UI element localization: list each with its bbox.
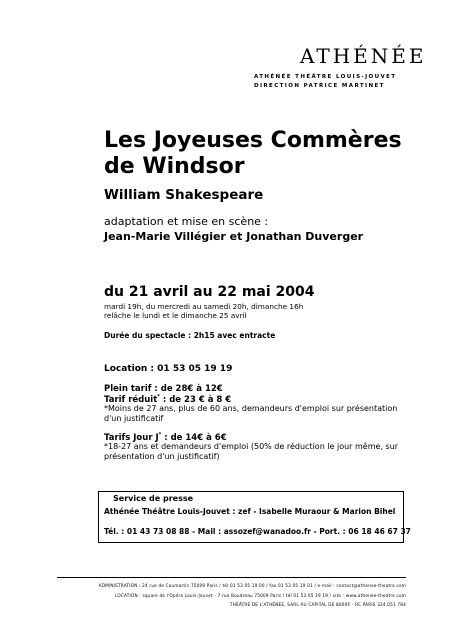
footer-legal: THÉÂTRE DE L'ATHÉNÉE, SARL AU CAPITAL DE 8000€ - RC PARIS 324 051 784 [229, 602, 406, 607]
times-line1: mardi 19h, du mercredi au samedi 20h, dimanche 16h [104, 302, 304, 311]
tarifs-jour-note: *18-27 ans et demandeurs d'emploi (50% de réduction le jour même, sur présentation d'un justificatif) [104, 442, 399, 461]
show-title-line2: de Windsor [104, 154, 245, 179]
press-contact: Athénée Théâtre Louis-Jouvet : zef - Isabelle Muraour & Marion Bihel [104, 507, 396, 516]
theatre-logo: ATHÉNÉE [300, 44, 427, 68]
show-title [104, 128, 434, 180]
show-duration: Durée du spectacle : 2h15 avec entracte [104, 331, 276, 340]
tarifs-jour-value: : de 14€ à 6€ [161, 432, 227, 443]
theatre-direction: DIRECTION PATRICE MARTINET [254, 83, 385, 89]
tarif-reduit-note: *Moins de 27 ans, plus de 60 ans, demandeurs d'emploi sur présentation d'un justificatif [104, 404, 398, 423]
performance-times [104, 302, 303, 320]
tarif-reduit-mark: * [157, 394, 160, 400]
footer-location: LOCATION : square de l'Opéra Louis-Jouvet - 7 rue Boudreau 75009 Paris / tél 01 53 05 19 19 / site : www.athenee-theatre.com [115, 593, 406, 598]
performance-dates: du 21 avril au 22 mai 2004 [104, 284, 315, 300]
press-phone-mail: Tél. : 01 43 73 08 88 - Mail : assozef@wanadoo.fr - Port. : 06 18 46 67 37 [104, 527, 411, 536]
plein-tarif: Plein tarif : de 28€ à 12€ [104, 384, 223, 394]
tarif-reduit-label: Tarif réduit [104, 394, 158, 405]
tarifs-jour-label: Tarifs Jour J [104, 432, 159, 443]
booking-phone: Location : 01 53 05 19 19 [104, 364, 233, 374]
press-title: Service de presse [113, 494, 194, 503]
footer-divider [57, 577, 406, 578]
show-title-line1: Les Joyeuses Commères [104, 128, 402, 153]
show-author: William Shakespeare [104, 187, 264, 203]
tarifs-jour-mark: * [158, 432, 162, 438]
adaptation-names: Jean-Marie Villégier et Jonathan Duverger [104, 230, 364, 243]
times-line2: relâche le lundi et le dimanche 25 avril [104, 311, 247, 320]
footer-administration: ADMINISTRATION : 24 rue de Caumartin 75009 Paris / tél 01 53 05 19 00 / fax 01 53 05 19 01 / e-mail : contact@athenee-theatre.com [98, 583, 406, 588]
adaptation-label: adaptation et mise en scène : [104, 215, 269, 228]
tarif-reduit-value: : de 23 € à 8 € [159, 394, 232, 405]
theatre-name: ATHÉNÉE THÉÂTRE LOUIS-JOUVET [254, 74, 397, 80]
